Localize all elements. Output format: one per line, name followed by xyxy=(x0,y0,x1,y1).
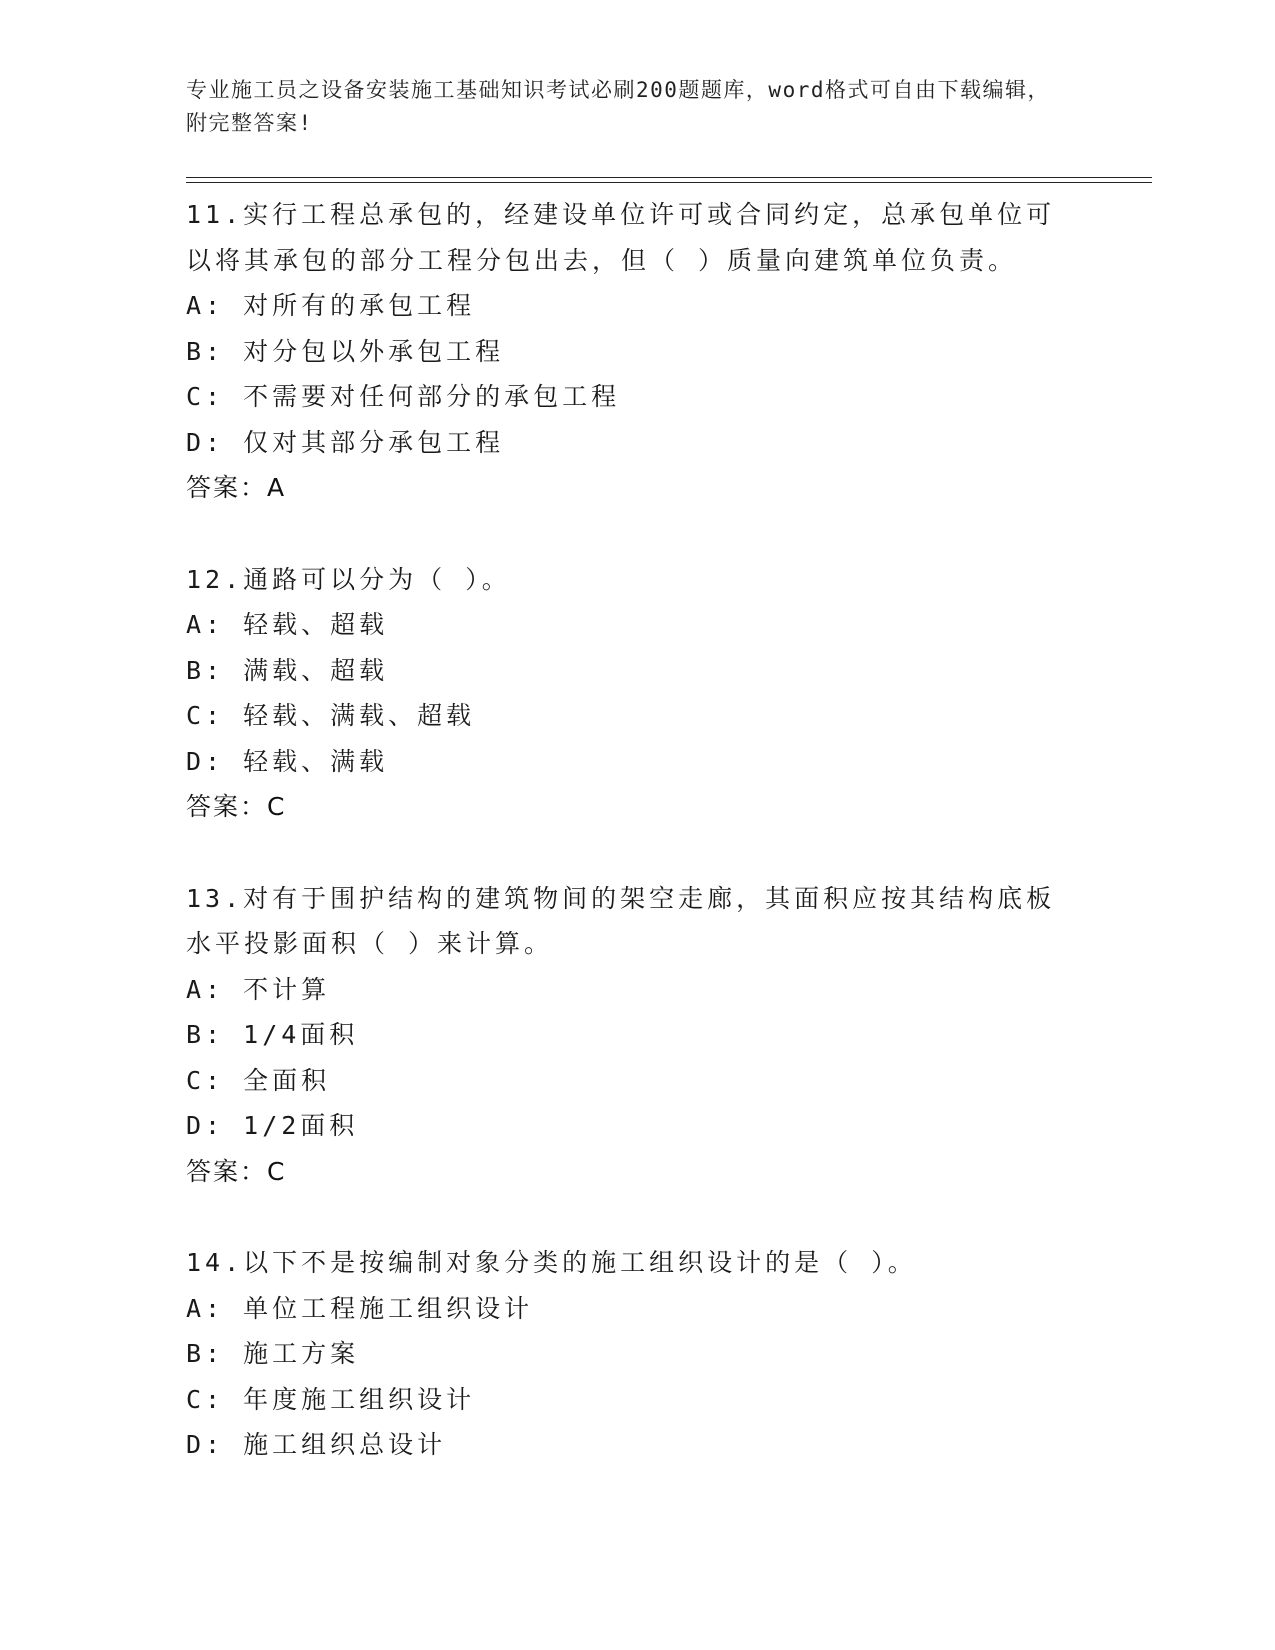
option-c: C: 年度施工组织设计 xyxy=(186,1384,476,1414)
option-b: B: 1/4面积 xyxy=(186,1020,359,1049)
option-c: C: 全面积 xyxy=(186,1065,331,1095)
option-b: B: 满载、超载 xyxy=(186,655,389,685)
document-header: 专业施工员之设备安装施工基础知识考试必刷200题题库，word格式可自由下载编辑，附完整答案! xyxy=(186,78,1050,135)
answer-line: 答案：C xyxy=(186,1156,287,1186)
header-rule-bottom xyxy=(186,182,1152,183)
option-d: D: 轻载、满载 xyxy=(186,746,389,776)
option-d: D: 施工组织总设计 xyxy=(186,1430,447,1459)
option-d: D: 1/2面积 xyxy=(186,1111,359,1140)
question-14 xyxy=(186,1240,1086,1468)
option-a: A: 不计算 xyxy=(186,974,331,1004)
option-a: A: 轻载、超载 xyxy=(186,610,389,639)
option-d: D: 仅对其部分承包工程 xyxy=(186,427,505,457)
answer-line: 答案：A xyxy=(186,473,287,502)
question-13 xyxy=(186,876,1086,1195)
option-a: A: 单位工程施工组织设计 xyxy=(186,1293,534,1323)
question-list xyxy=(186,192,1086,1514)
question-stem: 13.对有于围护结构的建筑物间的架空走廊，其面积应按其结构底板水平投影面积（ ）来计算。 xyxy=(186,883,1056,958)
option-b: B: 施工方案 xyxy=(186,1339,360,1368)
option-c: C: 轻载、满载、超载 xyxy=(186,701,476,730)
option-b: B: 对分包以外承包工程 xyxy=(186,336,505,366)
answer-line: 答案：C xyxy=(186,792,287,821)
option-c: C: 不需要对任何部分的承包工程 xyxy=(186,382,621,411)
question-stem: 11.实行工程总承包的，经建设单位许可或合同约定，总承包单位可以将其承包的部分工程分包出去，但（ ）质量向建筑单位负责。 xyxy=(186,200,1056,275)
question-12 xyxy=(186,557,1086,830)
header-rule-top xyxy=(186,177,1152,178)
question-stem: 14.以下不是按编制对象分类的施工组织设计的是（ ）。 xyxy=(186,1248,917,1277)
question-stem: 12.通路可以分为（ ）。 xyxy=(186,564,511,594)
option-a: A: 对所有的承包工程 xyxy=(186,291,476,320)
question-11 xyxy=(186,192,1086,511)
